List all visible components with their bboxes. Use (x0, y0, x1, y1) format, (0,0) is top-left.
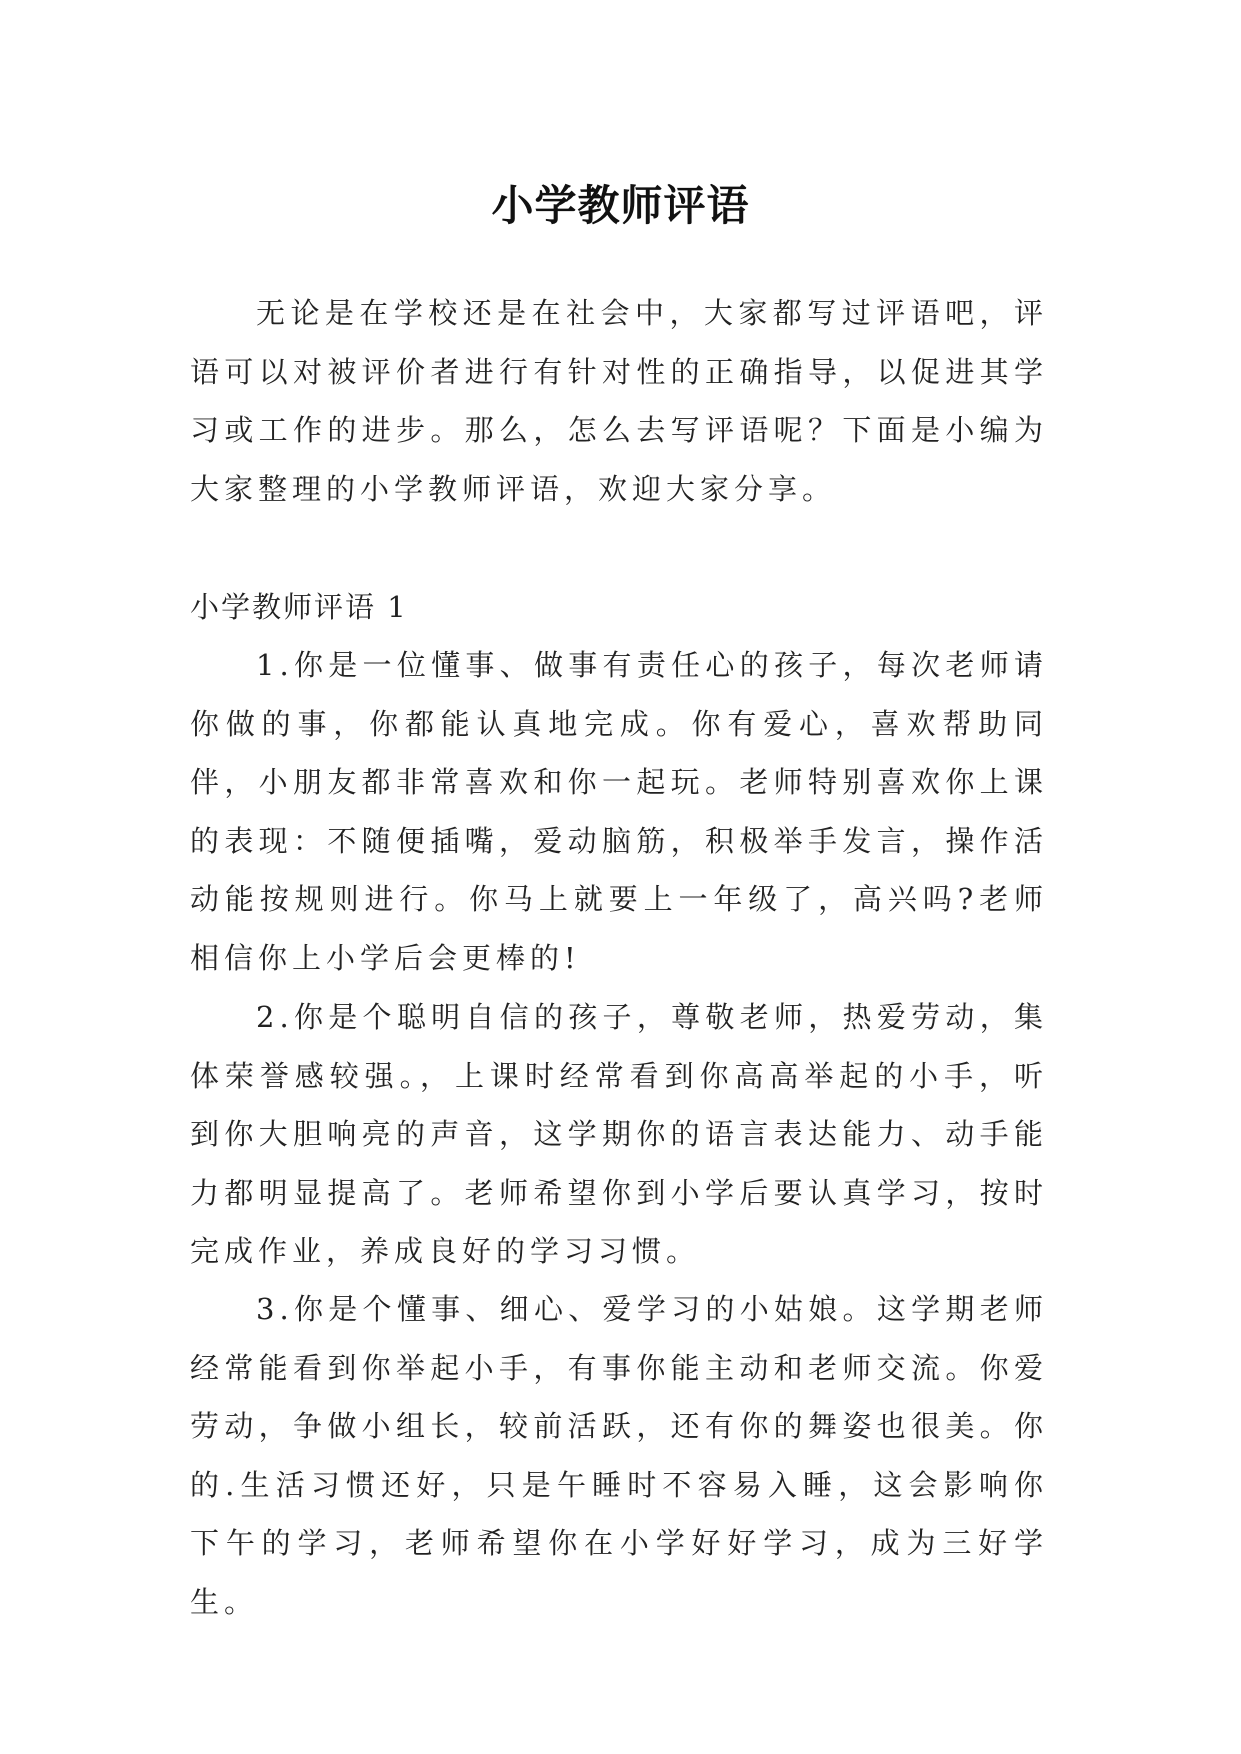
comment-item-3: 3.你是个懂事、细心、爱学习的小姑娘。这学期老师经常能看到你举起小手，有事你能主动和老师交流。你爱劳动，争做小组长，较前活跃，还有你的舞姿也很美。你的.生活习惯还好，只是午睡时不容易入睡，这会影响你下午的学习，老师希望你在小学好好学习，成为三好学生。 (190, 1292, 1048, 1619)
comment-item-1: 1.你是一位懂事、做事有责任心的孩子，每次老师请你做的事，你都能认真地完成。你有爱心，喜欢帮助同伴，小朋友都非常喜欢和你一起玩。老师特别喜欢你上课的表现：不随便插嘴，爱动脑筋，积极举手发言，操作活动能按规则进行。你马上就要上一年级了，高兴吗?老师相信你上小学后会更棒的! (190, 648, 1048, 975)
section-heading: 小学教师评语 1 (190, 590, 408, 624)
document-title: 小学教师评语 (491, 181, 750, 231)
intro-paragraph: 无论是在学校还是在社会中，大家都写过评语吧，评语可以对被评价者进行有针对性的正确指导，以促进其学习或工作的进步。那么，怎么去写评语呢？下面是小编为大家整理的小学教师评语，欢迎大家分享。 (190, 296, 1048, 506)
comment-item-2: 2.你是个聪明自信的孩子，尊敬老师，热爱劳动，集体荣誉感较强。，上课时经常看到你高高举起的小手，听到你大胆响亮的声音，这学期你的语言表达能力、动手能力都明显提高了。老师希望你到小学后要认真学习，按时完成作业，养成良好的学习习惯。 (190, 1000, 1048, 1268)
